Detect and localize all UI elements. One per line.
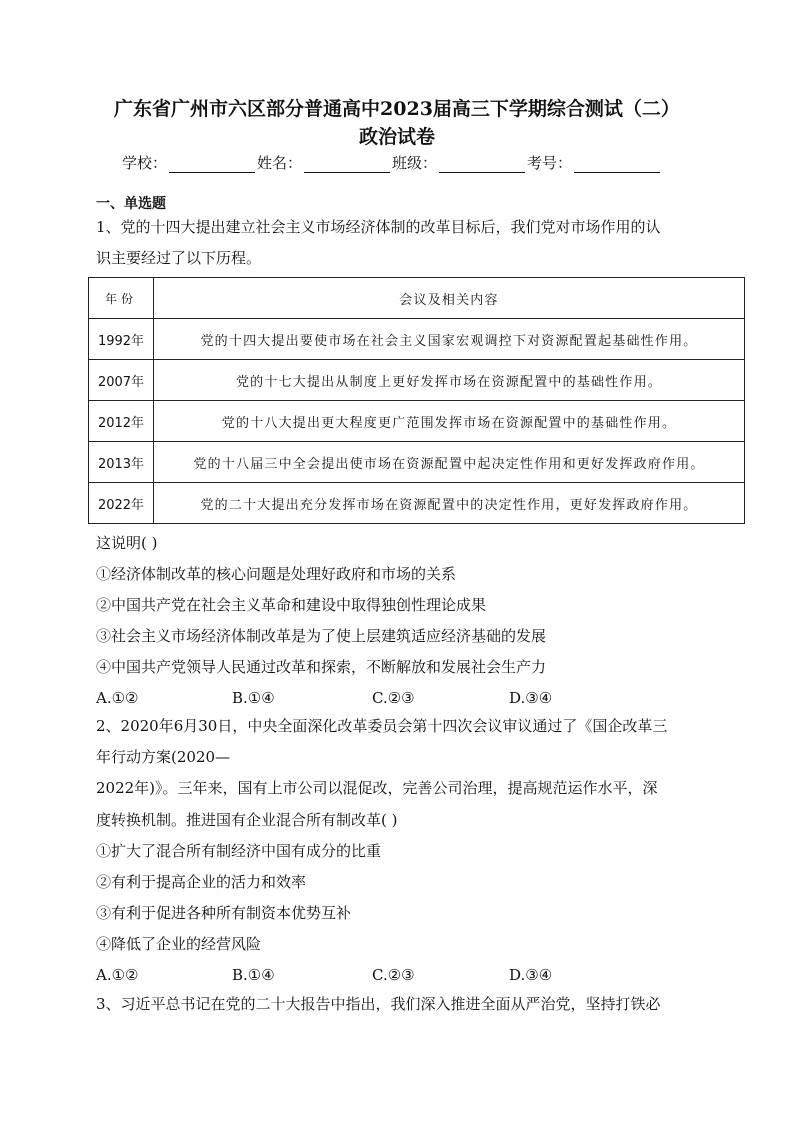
- q1-stem-line2: 识主要经过了以下历程。: [96, 249, 262, 267]
- name-blank[interactable]: [304, 158, 390, 173]
- row-year: 2013年: [89, 442, 154, 483]
- table-row: [89, 442, 745, 483]
- row-content: 党的二十大提出充分发挥市场在资源配置中的决定性作用，更好发挥政府作用。: [154, 483, 745, 524]
- row-content: 党的十八届三中全会提出使市场在资源配置中起决定性作用和更好发挥政府作用。: [154, 442, 745, 483]
- row-year: 2007年: [89, 360, 154, 401]
- option-d[interactable]: D.③④: [509, 966, 553, 984]
- q3-stem-line1: 3、习近平总书记在党的二十大报告中指出，我们深入推进全面从严治党，坚持打铁必: [96, 995, 661, 1013]
- row-year: 1992年: [89, 319, 154, 360]
- option-a[interactable]: A.①②: [96, 966, 139, 984]
- exam-title: 广东省广州市六区部分普通高中2023届高三下学期综合测试（二）: [114, 98, 680, 120]
- q2-stem-line4: 度转换机制。推进国有企业混合所有制改革( ): [96, 811, 398, 829]
- option-d[interactable]: D.③④: [509, 689, 553, 707]
- exam-number-blank[interactable]: [574, 158, 660, 173]
- q1-statement-4: ④中国共产党领导人民通过改革和探索，不断解放和发展社会生产力: [96, 658, 547, 676]
- q1-statement-1: ①经济体制改革的核心问题是处理好政府和市场的关系: [96, 565, 457, 583]
- row-content: 党的十七大提出从制度上更好发挥市场在资源配置中的基础性作用。: [154, 360, 745, 401]
- q1-prompt: 这说明( ): [96, 534, 158, 552]
- exam-subtitle: 政治试卷: [358, 126, 435, 148]
- q1-table: [88, 277, 745, 524]
- section-title: 一、单选题: [96, 196, 166, 212]
- option-b[interactable]: B.①④: [232, 966, 275, 984]
- q2-stem-line1: 2、2020年6月30日，中央全面深化改革委员会第十四次会议审议通过了《国企改革三: [96, 717, 668, 735]
- exam-number-label: 考号：: [527, 154, 573, 172]
- row-year: 2012年: [89, 401, 154, 442]
- q2-statement-1: ①扩大了混合所有制经济中国有成分的比重: [96, 842, 382, 860]
- q1-statement-2: ②中国共产党在社会主义革命和建设中取得独创性理论成果: [96, 596, 487, 614]
- header-year: 年份: [89, 278, 154, 319]
- q2-stem-line2: 年行动方案(2020—: [96, 748, 231, 766]
- table-row: [89, 360, 745, 401]
- table-row: [89, 401, 745, 442]
- option-a[interactable]: A.①②: [96, 689, 139, 707]
- table-header-row: [89, 278, 745, 319]
- table-row: [89, 319, 745, 360]
- school-blank[interactable]: [169, 158, 255, 173]
- q1-statement-3: ③社会主义市场经济体制改革是为了使上层建筑适应经济基础的发展: [96, 627, 547, 645]
- q1-stem-line1: 1、党的十四大提出建立社会主义市场经济体制的改革目标后，我们党对市场作用的认: [96, 218, 661, 236]
- table-row: [89, 483, 745, 524]
- row-content: 党的十四大提出要使市场在社会主义国家宏观调控下对资源配置起基础性作用。: [154, 319, 745, 360]
- option-c[interactable]: C.②③: [372, 689, 415, 707]
- class-label: 班级：: [392, 154, 438, 172]
- q2-stem-line3: 2022年)》。三年来，国有上市公司以混促改，完善公司治理，提高规范运作水平，深: [96, 779, 658, 797]
- q2-statement-4: ④降低了企业的经营风险: [96, 935, 262, 953]
- school-label: 学校：: [122, 154, 168, 172]
- option-c[interactable]: C.②③: [372, 966, 415, 984]
- student-info-row: [122, 153, 662, 173]
- q2-statement-2: ②有利于提高企业的活力和效率: [96, 873, 307, 891]
- row-year: 2022年: [89, 483, 154, 524]
- header-content: 会议及相关内容: [154, 278, 745, 319]
- q2-statement-3: ③有利于促进各种所有制资本优势互补: [96, 904, 352, 922]
- row-content: 党的十八大提出更大程度更广范围发挥市场在资源配置中的基础性作用。: [154, 401, 745, 442]
- name-label: 姓名：: [257, 154, 303, 172]
- option-b[interactable]: B.①④: [232, 689, 275, 707]
- class-blank[interactable]: [439, 158, 525, 173]
